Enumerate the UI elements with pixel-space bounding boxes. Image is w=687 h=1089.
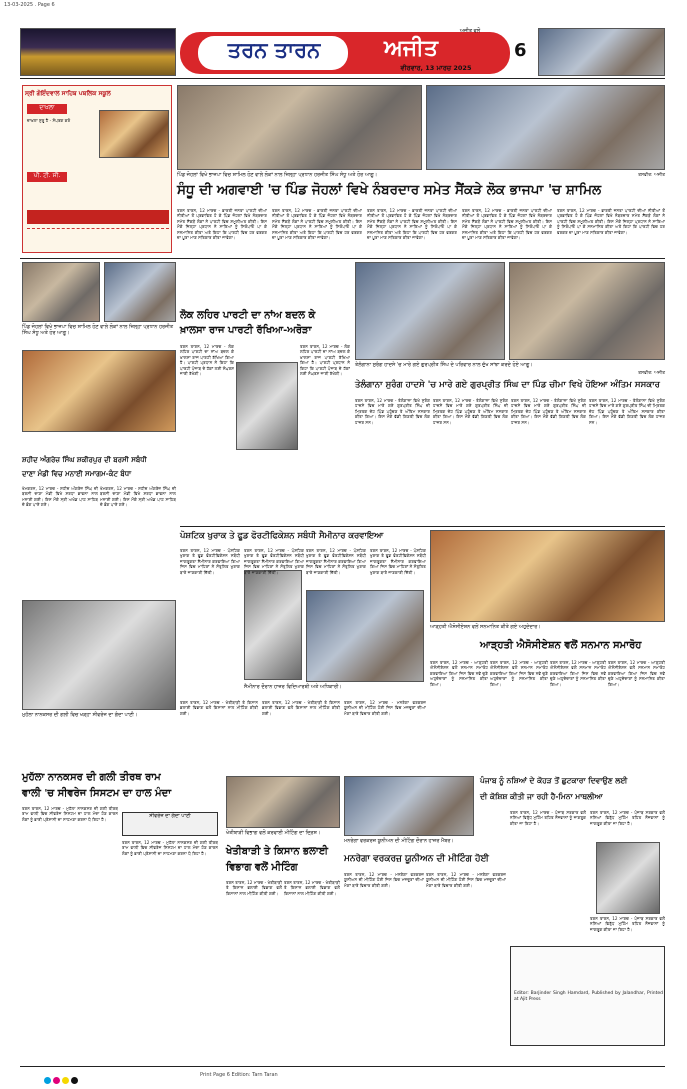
page-number: 6 (514, 40, 527, 61)
mnrega-body-2: ਤਰਨ ਤਾਰਨ, 12 ਮਾਰਚ - ਮਨਰੇਗਾ ਵਰਕਰਜ਼ ਯੂਨੀਅਨ ਦੀ ਮੀਟਿੰਗ ਹੋਈ ਜਿਸ ਵਿਚ ਮਜ਼ਦੂਰਾਂ ਦੀਆਂ ਮੰਗਾਂ ਬਾਰੇ ਵਿਚਾਰ ਕੀਤੀ ਗਈ। (426, 872, 506, 888)
masthead-date: ਵੀਰਵਾਰ, 13 ਮਾਰਚ 2025 (400, 64, 472, 72)
drugs-body-3: ਤਰਨ ਤਾਰਨ, 12 ਮਾਰਚ - ਪੰਜਾਬ ਸਰਕਾਰ ਵਲੋਂ ਨਸ਼ਿਆਂ ਵਿਰੁੱਧ ਮੁਹਿੰਮ ਤਹਿਤ ਨੌਜਵਾਨਾਂ ਨੂੰ ਜਾਗਰੂਕ ਕੀਤਾ ਜਾ ਰਿਹਾ ਹੈ। (590, 916, 665, 932)
mid-rule (180, 526, 665, 527)
mnrega-caption: ਮਨਰੇਗਾ ਵਰਕਰਜ਼ ਯੂਨੀਅਨ ਦੀ ਮੀਟਿੰਗ ਦੌਰਾਨ ਹਾਜ਼ਰ ਮੈਂਬਰ। (344, 838, 454, 844)
sewage-body-2: ਤਰਨ ਤਾਰਨ, 12 ਮਾਰਚ - ਮੁਹੱਲਾ ਨਾਨਕਸਰ ਦੀ ਗਲੀ ਤੀਰਥ ਰਾਮ ਵਾਲੀ ਵਿਚ ਸੀਵਰੇਜ ਸਿਸਟਮ ਦਾ ਹਾਲ ਮੰਦਾ ਹੋਣ ਕਾਰਨ ਲੋਕਾਂ ਨੂੰ ਭਾਰੀ ਪ੍ਰੇਸ਼ਾਨੀ ਦਾ ਸਾਹਮਣਾ ਕਰਨਾ ਪੈ ਰਿਹਾ ਹੈ। (122, 840, 218, 856)
ad-body: ਦਾਖ਼ਲਾ ਸ਼ੁਰੂ ਹੈ - ਸੰਪਰਕ ਕਰੋ (27, 118, 71, 123)
left-photo-caption: ਪਿੰਡ ਜੋਹਲਾਂ ਵਿਖੇ ਭਾਜਪਾ ਵਿਚ ਸ਼ਾਮਿਲ ਹੋਣ ਵਾਲੇ ਲੋਕਾਂ ਨਾਲ ਜ਼ਿਲ੍ਹਾ ਪ੍ਰਧਾਨ ਹਰਜੀਤ ਸਿੰਘ ਸੰਧੂ ਅਤੇ ਹੋਰ ਆਗੂ। (22, 324, 174, 336)
lok-lehar-headline-2: ਖ਼ਾਲਸਾ ਰਾਜ ਪਾਰਟੀ ਰੱਖਿਆ-ਅਰੋੜਾ (180, 325, 312, 336)
footer-rule (20, 1066, 665, 1067)
lok-lehar-body-2: ਤਰਨ ਤਾਰਨ, 12 ਮਾਰਚ - ਲੋਕ ਲਹਿਰ ਪਾਰਟੀ ਦਾ ਨਾਂਅ ਬਦਲ ਕੇ ਖ਼ਾਲਸਾ ਰਾਜ ਪਾਰਟੀ ਰੱਖਿਆ ਗਿਆ ਹੈ। ਪਾਰਟੀ ਪ੍ਰਧਾਨ ਨੇ ਕਿਹਾ ਕਿ ਪਾਰਟੀ ਪੰਜਾਬ ਦੇ ਹੱਕਾਂ ਲਈ ਸੰਘਰਸ਼ ਜਾਰੀ ਰੱਖੇਗੀ। (300, 344, 350, 377)
ad-photo (99, 110, 169, 158)
seminar-body-4: ਤਰਨ ਤਾਰਨ, 12 ਮਾਰਚ - ਪੋਸ਼ਟਿਕ ਖੁਰਾਕ ਤੇ ਫੂਡ ਫੋਰਟੀਫਿਕੇਸ਼ਨ ਸਬੰਧੀ ਜਾਗਰੂਕਤਾ ਸੈਮੀਨਾਰ ਕਰਵਾਇਆ ਗਿਆ ਜਿਸ ਵਿਚ ਮਾਹਿਰਾਂ ਨੇ ਸੰਤੁਲਿਤ ਖੁਰਾਕ ਬਾਰੇ ਜਾਣਕਾਰੀ ਦਿੱਤੀ। (370, 548, 426, 575)
aarti-body-3: ਤਰਨ ਤਾਰਨ, 12 ਮਾਰਚ - ਆੜ੍ਹਤੀ ਐਸੋਸੀਏਸ਼ਨ ਵਲੋਂ ਸਨਮਾਨ ਸਮਾਰੋਹ ਕਰਵਾਇਆ ਗਿਆ ਜਿਸ ਵਿਚ ਨਵੇਂ ਚੁਣੇ ਅਹੁਦੇਦਾਰਾਂ ਨੂੰ ਸਨਮਾਨਿਤ ਕੀਤਾ ਗਿਆ। (550, 660, 606, 687)
aarti-body-2: ਤਰਨ ਤਾਰਨ, 12 ਮਾਰਚ - ਆੜ੍ਹਤੀ ਐਸੋਸੀਏਸ਼ਨ ਵਲੋਂ ਸਨਮਾਨ ਸਮਾਰੋਹ ਕਰਵਾਇਆ ਗਿਆ ਜਿਸ ਵਿਚ ਨਵੇਂ ਚੁਣੇ ਅਹੁਦੇਦਾਰਾਂ ਨੂੰ ਸਨਮਾਨਿਤ ਕੀਤਾ ਗਿਆ। (490, 660, 548, 687)
sewage-body-1: ਤਰਨ ਤਾਰਨ, 12 ਮਾਰਚ - ਮੁਹੱਲਾ ਨਾਨਕਸਰ ਦੀ ਗਲੀ ਤੀਰਥ ਰਾਮ ਵਾਲੀ ਵਿਚ ਸੀਵਰੇਜ ਸਿਸਟਮ ਦਾ ਹਾਲ ਮੰਦਾ ਹੋਣ ਕਾਰਨ ਲੋਕਾਂ ਨੂੰ ਭਾਰੀ ਪ੍ਰੇਸ਼ਾਨੀ ਦਾ ਸਾਹਮਣਾ ਕਰਨਾ ਪੈ ਰਿਹਾ ਹੈ। (22, 806, 118, 822)
footer-strip: Print Page 6 Edition: Tarn Taran (200, 1072, 278, 1078)
accident-caption: ਤੇਲੰਗਾਨਾ ਸੁਰੰਗ ਹਾਦਸੇ 'ਚ ਮਾਰੇ ਗਏ ਗੁਰਪ੍ਰੀਤ ਸਿੰਘ ਦੇ ਪਰਿਵਾਰ ਨਾਲ ਦੁੱਖ ਸਾਂਝਾ ਕਰਦੇ ਹੋਏ ਆਗੂ। (355, 362, 533, 368)
aarti-photo (430, 530, 665, 622)
aarti-caption: ਆੜ੍ਹਤੀ ਐਸੋਸੀਏਸ਼ਨ ਵਲੋਂ ਸਨਮਾਨਿਤ ਕੀਤੇ ਗਏ ਅਹੁਦੇਦਾਰ। (430, 624, 541, 630)
top-story-body-4: ਤਰਨ ਤਾਰਨ, 12 ਮਾਰਚ - ਭਾਰਤੀ ਜਨਤਾ ਪਾਰਟੀ ਦੀਆਂ ਨੀਤੀਆਂ ਤੋਂ ਪ੍ਰਭਾਵਿਤ ਹੋ ਕੇ ਪਿੰਡ ਜੋਹਲਾਂ ਵਿਖੇ ਨੰਬਰਦਾਰ ਸਮੇਤ ਸੈਂਕੜੇ ਲੋਕਾਂ ਨੇ ਪਾਰਟੀ ਵਿਚ ਸ਼ਮੂਲੀਅਤ ਕੀਤੀ। ਇਸ ਮੌਕੇ ਜ਼ਿਲ੍ਹਾ ਪ੍ਰਧਾਨ ਨੇ ਸਾਰਿਆਂ ਨੂੰ ਸਿਰੋਪਾਓ ਪਾ ਕੇ ਸਨਮਾਨਿਤ ਕੀਤਾ ਅਤੇ ਕਿਹਾ ਕਿ ਪਾਰਟੀ ਵਿਚ ਹਰ ਵਰਕਰ ਦਾ ਪੂਰਾ ਮਾਣ ਸਤਿਕਾਰ ਕੀਤਾ ਜਾਵੇਗਾ। (462, 208, 552, 241)
top-story-photo-2 (426, 85, 665, 170)
drugs-portrait (596, 842, 660, 914)
top-story-body-5: ਤਰਨ ਤਾਰਨ, 12 ਮਾਰਚ - ਭਾਰਤੀ ਜਨਤਾ ਪਾਰਟੀ ਦੀਆਂ ਨੀਤੀਆਂ ਤੋਂ ਪ੍ਰਭਾਵਿਤ ਹੋ ਕੇ ਪਿੰਡ ਜੋਹਲਾਂ ਵਿਖੇ ਨੰਬਰਦਾਰ ਸਮੇਤ ਸੈਂਕੜੇ ਲੋਕਾਂ ਨੇ ਪਾਰਟੀ ਵਿਚ ਸ਼ਮੂਲੀਅਤ ਕੀਤੀ। ਇਸ ਮੌਕੇ ਜ਼ਿਲ੍ਹਾ ਪ੍ਰਧਾਨ ਨੇ ਸਾਰਿਆਂ ਨੂੰ ਸਿਰੋਪਾਓ ਪਾ ਕੇ ਸਨਮਾਨਿਤ ਕੀਤਾ ਅਤੇ ਕਿਹਾ ਕਿ ਪਾਰਟੀ ਵਿਚ ਹਰ ਵਰਕਰ ਦਾ ਪੂਰਾ ਮਾਣ ਸਤਿਕਾਰ ਕੀਤਾ ਜਾਵੇਗਾ। (557, 208, 665, 235)
print-strip: 13-03-2025 . Page 6 (4, 2, 55, 8)
left-photo-3 (22, 350, 176, 432)
top-story-credit: ਤਸਵੀਰ: ਅਜੀਤ (638, 173, 665, 178)
farmers-headline-2: ਵਿਭਾਗ ਵਲੋਂ ਮੀਟਿੰਗ (226, 862, 298, 873)
farmers-headline-1: ਖੇਤੀਬਾੜੀ ਤੇ ਕਿਸਾਨ ਭਲਾਈ (226, 846, 329, 857)
aarti-body-1: ਤਰਨ ਤਾਰਨ, 12 ਮਾਰਚ - ਆੜ੍ਹਤੀ ਐਸੋਸੀਏਸ਼ਨ ਵਲੋਂ ਸਨਮਾਨ ਸਮਾਰੋਹ ਕਰਵਾਇਆ ਗਿਆ ਜਿਸ ਵਿਚ ਨਵੇਂ ਚੁਣੇ ਅਹੁਦੇਦਾਰਾਂ ਨੂੰ ਸਨਮਾਨਿਤ ਕੀਤਾ ਗਿਆ। (430, 660, 488, 687)
sewage-photo (22, 600, 176, 710)
mnrega-headline: ਮਨਰੇਗਾ ਵਰਕਰਜ਼ ਯੂਨੀਅਨ ਦੀ ਮੀਟਿੰਗ ਹੋਈ (344, 854, 489, 864)
ad-tag-ptc: ਪੀ. ਟੀ. ਸੀ. (27, 172, 67, 182)
accident-headline: ਤੇਲੰਗਾਨਾ ਸੁਰੰਗ ਹਾਦਸੇ 'ਚ ਮਾਰੇ ਗਏ ਗੁਰਪ੍ਰੀਤ ਸਿੰਘ ਦਾ ਪਿੰਡ ਚੀਮਾ ਵਿਖੇ ਹੋਇਆ ਅੰਤਿਮ ਸਸਕਾਰ (355, 380, 660, 390)
sewage-headline-1: ਮੁਹੱਲਾ ਨਾਨਕਸਰ ਦੀ ਗਲੀ ਤੀਰਥ ਰਾਮ (22, 772, 161, 783)
mnrega-body-1: ਤਰਨ ਤਾਰਨ, 12 ਮਾਰਚ - ਮਨਰੇਗਾ ਵਰਕਰਜ਼ ਯੂਨੀਅਨ ਦੀ ਮੀਟਿੰਗ ਹੋਈ ਜਿਸ ਵਿਚ ਮਜ਼ਦੂਰਾਂ ਦੀਆਂ ਮੰਗਾਂ ਬਾਰੇ ਵਿਚਾਰ ਕੀਤੀ ਗਈ। (344, 872, 424, 888)
seminar-photo-1 (244, 570, 302, 680)
ad-title: ਸ੍ਰੀ ਗੋਇੰਦਵਾਲ ਸਾਹਿਬ ਪਬਲਿਕ ਸਕੂਲ (25, 90, 111, 97)
top-story-rule (20, 258, 665, 259)
masthead-title-left: ਤਰਨ ਤਾਰਨ (227, 38, 321, 62)
barsi-body-1: ਖੇਮਕਰਨ, 12 ਮਾਰਚ - ਸ਼ਹੀਦ ਅੰਗਰੇਜ਼ ਸਿੰਘ ਦੀ ਬਰਸੀ ਦਾਣਾ ਮੰਡੀ ਵਿਖੇ ਸ਼ਰਧਾ ਭਾਵਨਾ ਨਾਲ ਮਨਾਈ ਗਈ। ਇਸ ਮੌਕੇ ਸ੍ਰੀ ਅਖੰਡ ਪਾਠ ਸਾਹਿਬ ਦੇ ਭੋਗ ਪਾਏ ਗਏ। (22, 486, 98, 508)
masthead (20, 28, 665, 76)
lok-lehar-headline-1: ਲੋਕ ਲਹਿਰ ਪਾਰਟੀ ਦਾ ਨਾਂਅ ਬਦਲ ਕੇ (180, 310, 316, 321)
accident-photo-1 (355, 262, 505, 360)
sewage-subhead (122, 812, 218, 836)
mid-body-3: ਤਰਨ ਤਾਰਨ, 12 ਮਾਰਚ - ਮਨਰੇਗਾ ਵਰਕਰਜ਼ ਯੂਨੀਅਨ ਦੀ ਮੀਟਿੰਗ ਹੋਈ ਜਿਸ ਵਿਚ ਮਜ਼ਦੂਰਾਂ ਦੀਆਂ ਮੰਗਾਂ ਬਾਰੇ ਵਿਚਾਰ ਕੀਤੀ ਗਈ। (344, 700, 426, 716)
mid-body-2: ਤਰਨ ਤਾਰਨ, 12 ਮਾਰਚ - ਖੇਤੀਬਾੜੀ ਤੇ ਕਿਸਾਨ ਭਲਾਈ ਵਿਭਾਗ ਵਲੋਂ ਕਿਸਾਨਾਂ ਨਾਲ ਮੀਟਿੰਗ ਕੀਤੀ ਗਈ। (262, 700, 340, 716)
lok-lehar-body-1: ਤਰਨ ਤਾਰਨ, 12 ਮਾਰਚ - ਲੋਕ ਲਹਿਰ ਪਾਰਟੀ ਦਾ ਨਾਂਅ ਬਦਲ ਕੇ ਖ਼ਾਲਸਾ ਰਾਜ ਪਾਰਟੀ ਰੱਖਿਆ ਗਿਆ ਹੈ। ਪਾਰਟੀ ਪ੍ਰਧਾਨ ਨੇ ਕਿਹਾ ਕਿ ਪਾਰਟੀ ਪੰਜਾਬ ਦੇ ਹੱਕਾਂ ਲਈ ਸੰਘਰਸ਼ ਜਾਰੀ ਰੱਖੇਗੀ। (180, 344, 234, 377)
barsi-headline-2: ਦਾਣਾ ਮੰਡੀ ਵਿਚ ਮਨਾਈ ਸਮਾਗਮ-ਕੰਟ ਬੰਧਾ (22, 470, 132, 478)
mid-body-1: ਤਰਨ ਤਾਰਨ, 12 ਮਾਰਚ - ਖੇਤੀਬਾੜੀ ਤੇ ਕਿਸਾਨ ਭਲਾਈ ਵਿਭਾਗ ਵਲੋਂ ਕਿਸਾਨਾਂ ਨਾਲ ਮੀਟਿੰਗ ਕੀਤੀ ਗਈ। (180, 700, 258, 716)
accident-body-1: ਤਰਨ ਤਾਰਨ, 12 ਮਾਰਚ - ਤੇਲੰਗਾਨਾ ਵਿਖੇ ਸੁਰੰਗ ਹਾਦਸੇ ਵਿਚ ਮਾਰੇ ਗਏ ਗੁਰਪ੍ਰੀਤ ਸਿੰਘ ਦੀ ਮ੍ਰਿਤਕ ਦੇਹ ਪਿੰਡ ਪਹੁੰਚਣ ਤੇ ਅੰਤਿਮ ਸਸਕਾਰ ਕੀਤਾ ਗਿਆ। ਇਸ ਮੌਕੇ ਵੱਡੀ ਗਿਣਤੀ ਵਿਚ ਲੋਕ ਹਾਜ਼ਰ ਸਨ। (355, 398, 430, 425)
cyan-dot (44, 1077, 51, 1084)
seminar-body-2: ਤਰਨ ਤਾਰਨ, 12 ਮਾਰਚ - ਪੋਸ਼ਟਿਕ ਖੁਰਾਕ ਤੇ ਫੂਡ ਫੋਰਟੀਫਿਕੇਸ਼ਨ ਸਬੰਧੀ ਜਾਗਰੂਕਤਾ ਸੈਮੀਨਾਰ ਕਰਵਾਇਆ ਗਿਆ ਜਿਸ ਵਿਚ ਮਾਹਿਰਾਂ ਨੇ ਸੰਤੁਲਿਤ ਖੁਰਾਕ ਬਾਰੇ ਜਾਣਕਾਰੀ ਦਿੱਤੀ। (244, 548, 304, 575)
imprint-text: Editor: Barjinder Singh Hamdard, Published by Jalandhar, Printed at Ajit Press (514, 991, 663, 1002)
sewage-headline-2: ਵਾਲੀ 'ਚ ਸੀਵਰੇਜ ਸਿਸਟਮ ਦਾ ਹਾਲ ਮੰਦਾ (22, 788, 172, 799)
seminar-caption: ਸੈਮੀਨਾਰ ਦੌਰਾਨ ਹਾਜ਼ਰ ਵਿਦਿਆਰਥੀ ਅਤੇ ਅਧਿਕਾਰੀ। (244, 684, 342, 690)
top-story-body-2: ਤਰਨ ਤਾਰਨ, 12 ਮਾਰਚ - ਭਾਰਤੀ ਜਨਤਾ ਪਾਰਟੀ ਦੀਆਂ ਨੀਤੀਆਂ ਤੋਂ ਪ੍ਰਭਾਵਿਤ ਹੋ ਕੇ ਪਿੰਡ ਜੋਹਲਾਂ ਵਿਖੇ ਨੰਬਰਦਾਰ ਸਮੇਤ ਸੈਂਕੜੇ ਲੋਕਾਂ ਨੇ ਪਾਰਟੀ ਵਿਚ ਸ਼ਮੂਲੀਅਤ ਕੀਤੀ। ਇਸ ਮੌਕੇ ਜ਼ਿਲ੍ਹਾ ਪ੍ਰਧਾਨ ਨੇ ਸਾਰਿਆਂ ਨੂੰ ਸਿਰੋਪਾਓ ਪਾ ਕੇ ਸਨਮਾਨਿਤ ਕੀਤਾ ਅਤੇ ਕਿਹਾ ਕਿ ਪਾਰਟੀ ਵਿਚ ਹਰ ਵਰਕਰ ਦਾ ਪੂਰਾ ਮਾਣ ਸਤਿਕਾਰ ਕੀਤਾ ਜਾਵੇਗਾ। (272, 208, 362, 241)
accident-credit: ਤਸਵੀਰ: ਅਜੀਤ (638, 371, 665, 376)
ad-footer-lines (27, 228, 169, 248)
seminar-body-1: ਤਰਨ ਤਾਰਨ, 12 ਮਾਰਚ - ਪੋਸ਼ਟਿਕ ਖੁਰਾਕ ਤੇ ਫੂਡ ਫੋਰਟੀਫਿਕੇਸ਼ਨ ਸਬੰਧੀ ਜਾਗਰੂਕਤਾ ਸੈਮੀਨਾਰ ਕਰਵਾਇਆ ਗਿਆ ਜਿਸ ਵਿਚ ਮਾਹਿਰਾਂ ਨੇ ਸੰਤੁਲਿਤ ਖੁਰਾਕ ਬਾਰੇ ਜਾਣਕਾਰੀ ਦਿੱਤੀ। (180, 548, 240, 575)
seminar-photo-2 (306, 590, 424, 682)
aarti-body-4: ਤਰਨ ਤਾਰਨ, 12 ਮਾਰਚ - ਆੜ੍ਹਤੀ ਐਸੋਸੀਏਸ਼ਨ ਵਲੋਂ ਸਨਮਾਨ ਸਮਾਰੋਹ ਕਰਵਾਇਆ ਗਿਆ ਜਿਸ ਵਿਚ ਨਵੇਂ ਚੁਣੇ ਅਹੁਦੇਦਾਰਾਂ ਨੂੰ ਸਨਮਾਨਿਤ ਕੀਤਾ ਗਿਆ। (608, 660, 665, 687)
drugs-body-1: ਤਰਨ ਤਾਰਨ, 12 ਮਾਰਚ - ਪੰਜਾਬ ਸਰਕਾਰ ਵਲੋਂ ਨਸ਼ਿਆਂ ਵਿਰੁੱਧ ਮੁਹਿੰਮ ਤਹਿਤ ਨੌਜਵਾਨਾਂ ਨੂੰ ਜਾਗਰੂਕ ਕੀਤਾ ਜਾ ਰਿਹਾ ਹੈ। (510, 810, 586, 826)
yellow-dot (62, 1077, 69, 1084)
golden-temple-photo (20, 28, 176, 76)
left-photo-2 (104, 262, 176, 322)
drugs-headline-1: ਪੰਜਾਬ ਨੂੰ ਨਸ਼ਿਆਂ ਦੇ ਕੋਹੜ ਤੋਂ ਛੁਟਕਾਰਾ ਦਿਵਾਉਣ ਲਈ (480, 776, 628, 785)
accident-body-3: ਤਰਨ ਤਾਰਨ, 12 ਮਾਰਚ - ਤੇਲੰਗਾਨਾ ਵਿਖੇ ਸੁਰੰਗ ਹਾਦਸੇ ਵਿਚ ਮਾਰੇ ਗਏ ਗੁਰਪ੍ਰੀਤ ਸਿੰਘ ਦੀ ਮ੍ਰਿਤਕ ਦੇਹ ਪਿੰਡ ਪਹੁੰਚਣ ਤੇ ਅੰਤਿਮ ਸਸਕਾਰ ਕੀਤਾ ਗਿਆ। ਇਸ ਮੌਕੇ ਵੱਡੀ ਗਿਣਤੀ ਵਿਚ ਲੋਕ ਹਾਜ਼ਰ ਸਨ। (511, 398, 586, 425)
black-dot (71, 1077, 78, 1084)
top-story-photo-1 (177, 85, 422, 170)
barsi-body-2: ਖੇਮਕਰਨ, 12 ਮਾਰਚ - ਸ਼ਹੀਦ ਅੰਗਰੇਜ਼ ਸਿੰਘ ਦੀ ਬਰਸੀ ਦਾਣਾ ਮੰਡੀ ਵਿਖੇ ਸ਼ਰਧਾ ਭਾਵਨਾ ਨਾਲ ਮਨਾਈ ਗਈ। ਇਸ ਮੌਕੇ ਸ੍ਰੀ ਅਖੰਡ ਪਾਠ ਸਾਹਿਬ ਦੇ ਭੋਗ ਪਾਏ ਗਏ। (100, 486, 176, 508)
accident-photo-2 (509, 262, 665, 360)
farmers-photo (226, 776, 340, 828)
top-story-headline: ਸੰਧੂ ਦੀ ਅਗਵਾਈ 'ਚ ਪਿੰਡ ਜੋਹਲਾਂ ਵਿਖੇ ਨੰਬਰਦਾਰ ਸਮੇਤ ਸੈਂਕੜੇ ਲੋਕ ਭਾਜਪਾ 'ਚ ਸ਼ਾਮਿਲ (177, 182, 602, 198)
farmers-body-2: ਤਰਨ ਤਾਰਨ, 12 ਮਾਰਚ - ਖੇਤੀਬਾੜੀ ਤੇ ਕਿਸਾਨ ਭਲਾਈ ਵਿਭਾਗ ਵਲੋਂ ਕਿਸਾਨਾਂ ਨਾਲ ਮੀਟਿੰਗ ਕੀਤੀ ਗਈ। (284, 880, 340, 896)
masthead-title-right: ਅਜੀਤ (384, 36, 438, 61)
masthead-rule (20, 78, 665, 79)
sewage-subhead-text: ਸੀਵਰੇਜ ਦਾ ਗੰਦਾ ਪਾਣੀ (149, 813, 191, 819)
farmers-body-1: ਤਰਨ ਤਾਰਨ, 12 ਮਾਰਚ - ਖੇਤੀਬਾੜੀ ਤੇ ਕਿਸਾਨ ਭਲਾਈ ਵਿਭਾਗ ਵਲੋਂ ਕਿਸਾਨਾਂ ਨਾਲ ਮੀਟਿੰਗ ਕੀਤੀ ਗਈ। (226, 880, 282, 896)
building-photo (538, 28, 665, 76)
accident-body-4: ਤਰਨ ਤਾਰਨ, 12 ਮਾਰਚ - ਤੇਲੰਗਾਨਾ ਵਿਖੇ ਸੁਰੰਗ ਹਾਦਸੇ ਵਿਚ ਮਾਰੇ ਗਏ ਗੁਰਪ੍ਰੀਤ ਸਿੰਘ ਦੀ ਮ੍ਰਿਤਕ ਦੇਹ ਪਿੰਡ ਪਹੁੰਚਣ ਤੇ ਅੰਤਿਮ ਸਸਕਾਰ ਕੀਤਾ ਗਿਆ। ਇਸ ਮੌਕੇ ਵੱਡੀ ਗਿਣਤੀ ਵਿਚ ਲੋਕ ਹਾਜ਼ਰ ਸਨ। (589, 398, 665, 425)
magenta-dot (53, 1077, 60, 1084)
seminar-headline: ਪੋਸ਼ਟਿਕ ਖੁਰਾਕ ਤੇ ਫੂਡ ਫੋਰਟੀਫਿਕੇਸ਼ਨ ਸਬੰਧੀ ਸੈਮੀਨਾਰ ਕਰਵਾਇਆ (180, 530, 384, 540)
color-bar (44, 1070, 104, 1080)
aarti-headline: ਆੜ੍ਹਤੀ ਐਸੋਸੀਏਸ਼ਨ ਵਲੋਂ ਸਨਮਾਨ ਸਮਾਰੋਹ (480, 640, 642, 651)
ad-red-band (27, 210, 169, 224)
imprint-box (510, 946, 665, 1046)
accident-body-2: ਤਰਨ ਤਾਰਨ, 12 ਮਾਰਚ - ਤੇਲੰਗਾਨਾ ਵਿਖੇ ਸੁਰੰਗ ਹਾਦਸੇ ਵਿਚ ਮਾਰੇ ਗਏ ਗੁਰਪ੍ਰੀਤ ਸਿੰਘ ਦੀ ਮ੍ਰਿਤਕ ਦੇਹ ਪਿੰਡ ਪਹੁੰਚਣ ਤੇ ਅੰਤਿਮ ਸਸਕਾਰ ਕੀਤਾ ਗਿਆ। ਇਸ ਮੌਕੇ ਵੱਡੀ ਗਿਣਤੀ ਵਿਚ ਲੋਕ ਹਾਜ਼ਰ ਸਨ। (433, 398, 508, 425)
lok-lehar-portrait (236, 362, 298, 450)
drugs-headline-2: ਦੀ ਕੋਸ਼ਿਸ਼ ਕੀਤੀ ਜਾ ਰਹੀ ਹੈ-ਮਿਨਾ ਮਾਥਲੀਆ (480, 792, 603, 801)
drugs-body-2: ਤਰਨ ਤਾਰਨ, 12 ਮਾਰਚ - ਪੰਜਾਬ ਸਰਕਾਰ ਵਲੋਂ ਨਸ਼ਿਆਂ ਵਿਰੁੱਧ ਮੁਹਿੰਮ ਤਹਿਤ ਨੌਜਵਾਨਾਂ ਨੂੰ ਜਾਗਰੂਕ ਕੀਤਾ ਜਾ ਰਿਹਾ ਹੈ। (590, 810, 665, 826)
school-ad (22, 85, 172, 253)
top-story-caption: ਪਿੰਡ ਜੋਹਲਾਂ ਵਿਖੇ ਭਾਜਪਾ ਵਿਚ ਸ਼ਾਮਿਲ ਹੋਣ ਵਾਲੇ ਲੋਕਾਂ ਨਾਲ ਜ਼ਿਲ੍ਹਾ ਪ੍ਰਧਾਨ ਹਰਜੀਤ ਸਿੰਘ ਸੰਧੂ ਅਤੇ ਹੋਰ ਆਗੂ। (177, 172, 378, 178)
seminar-body-3: ਤਰਨ ਤਾਰਨ, 12 ਮਾਰਚ - ਪੋਸ਼ਟਿਕ ਖੁਰਾਕ ਤੇ ਫੂਡ ਫੋਰਟੀਫਿਕੇਸ਼ਨ ਸਬੰਧੀ ਜਾਗਰੂਕਤਾ ਸੈਮੀਨਾਰ ਕਰਵਾਇਆ ਗਿਆ ਜਿਸ ਵਿਚ ਮਾਹਿਰਾਂ ਨੇ ਸੰਤੁਲਿਤ ਖੁਰਾਕ ਬਾਰੇ ਜਾਣਕਾਰੀ ਦਿੱਤੀ। (306, 548, 366, 575)
ad-tag-admission: ਦਾਖ਼ਲਾ (27, 104, 67, 114)
barsi-headline-1: ਸ਼ਹੀਦ ਅੰਗਰੇਜ਼ ਸਿੰਘ ਸ਼ਕੀਰਪੁਰ ਦੀ ਬਰਸੀ ਸਬੰਧੀ (22, 456, 147, 464)
left-photo-1 (22, 262, 100, 322)
top-story-body-3: ਤਰਨ ਤਾਰਨ, 12 ਮਾਰਚ - ਭਾਰਤੀ ਜਨਤਾ ਪਾਰਟੀ ਦੀਆਂ ਨੀਤੀਆਂ ਤੋਂ ਪ੍ਰਭਾਵਿਤ ਹੋ ਕੇ ਪਿੰਡ ਜੋਹਲਾਂ ਵਿਖੇ ਨੰਬਰਦਾਰ ਸਮੇਤ ਸੈਂਕੜੇ ਲੋਕਾਂ ਨੇ ਪਾਰਟੀ ਵਿਚ ਸ਼ਮੂਲੀਅਤ ਕੀਤੀ। ਇਸ ਮੌਕੇ ਜ਼ਿਲ੍ਹਾ ਪ੍ਰਧਾਨ ਨੇ ਸਾਰਿਆਂ ਨੂੰ ਸਿਰੋਪਾਓ ਪਾ ਕੇ ਸਨਮਾਨਿਤ ਕੀਤਾ ਅਤੇ ਕਿਹਾ ਕਿ ਪਾਰਟੀ ਵਿਚ ਹਰ ਵਰਕਰ ਦਾ ਪੂਰਾ ਮਾਣ ਸਤਿਕਾਰ ਕੀਤਾ ਜਾਵੇਗਾ। (367, 208, 457, 241)
mnrega-photo (344, 776, 474, 836)
top-story-body-1: ਤਰਨ ਤਾਰਨ, 12 ਮਾਰਚ - ਭਾਰਤੀ ਜਨਤਾ ਪਾਰਟੀ ਦੀਆਂ ਨੀਤੀਆਂ ਤੋਂ ਪ੍ਰਭਾਵਿਤ ਹੋ ਕੇ ਪਿੰਡ ਜੋਹਲਾਂ ਵਿਖੇ ਨੰਬਰਦਾਰ ਸਮੇਤ ਸੈਂਕੜੇ ਲੋਕਾਂ ਨੇ ਪਾਰਟੀ ਵਿਚ ਸ਼ਮੂਲੀਅਤ ਕੀਤੀ। ਇਸ ਮੌਕੇ ਜ਼ਿਲ੍ਹਾ ਪ੍ਰਧਾਨ ਨੇ ਸਾਰਿਆਂ ਨੂੰ ਸਿਰੋਪਾਓ ਪਾ ਕੇ ਸਨਮਾਨਿਤ ਕੀਤਾ ਅਤੇ ਕਿਹਾ ਕਿ ਪਾਰਟੀ ਵਿਚ ਹਰ ਵਰਕਰ ਦਾ ਪੂਰਾ ਮਾਣ ਸਤਿਕਾਰ ਕੀਤਾ ਜਾਵੇਗਾ। (177, 208, 267, 241)
masthead-small-label: ਅਜੀਤ ਵਲੋਂ (459, 28, 481, 34)
sewage-caption: ਮੁਹੱਲਾ ਨਾਨਕਸਰ ਦੀ ਗਲੀ ਵਿਚ ਖੜ੍ਹਾ ਸੀਵਰੇਜ ਦਾ ਗੰਦਾ ਪਾਣੀ। (22, 712, 138, 718)
farmers-caption: ਖੇਤੀਬਾੜੀ ਵਿਭਾਗ ਵਲੋਂ ਕਰਵਾਈ ਮੀਟਿੰਗ ਦਾ ਦ੍ਰਿਸ਼। (226, 830, 321, 836)
